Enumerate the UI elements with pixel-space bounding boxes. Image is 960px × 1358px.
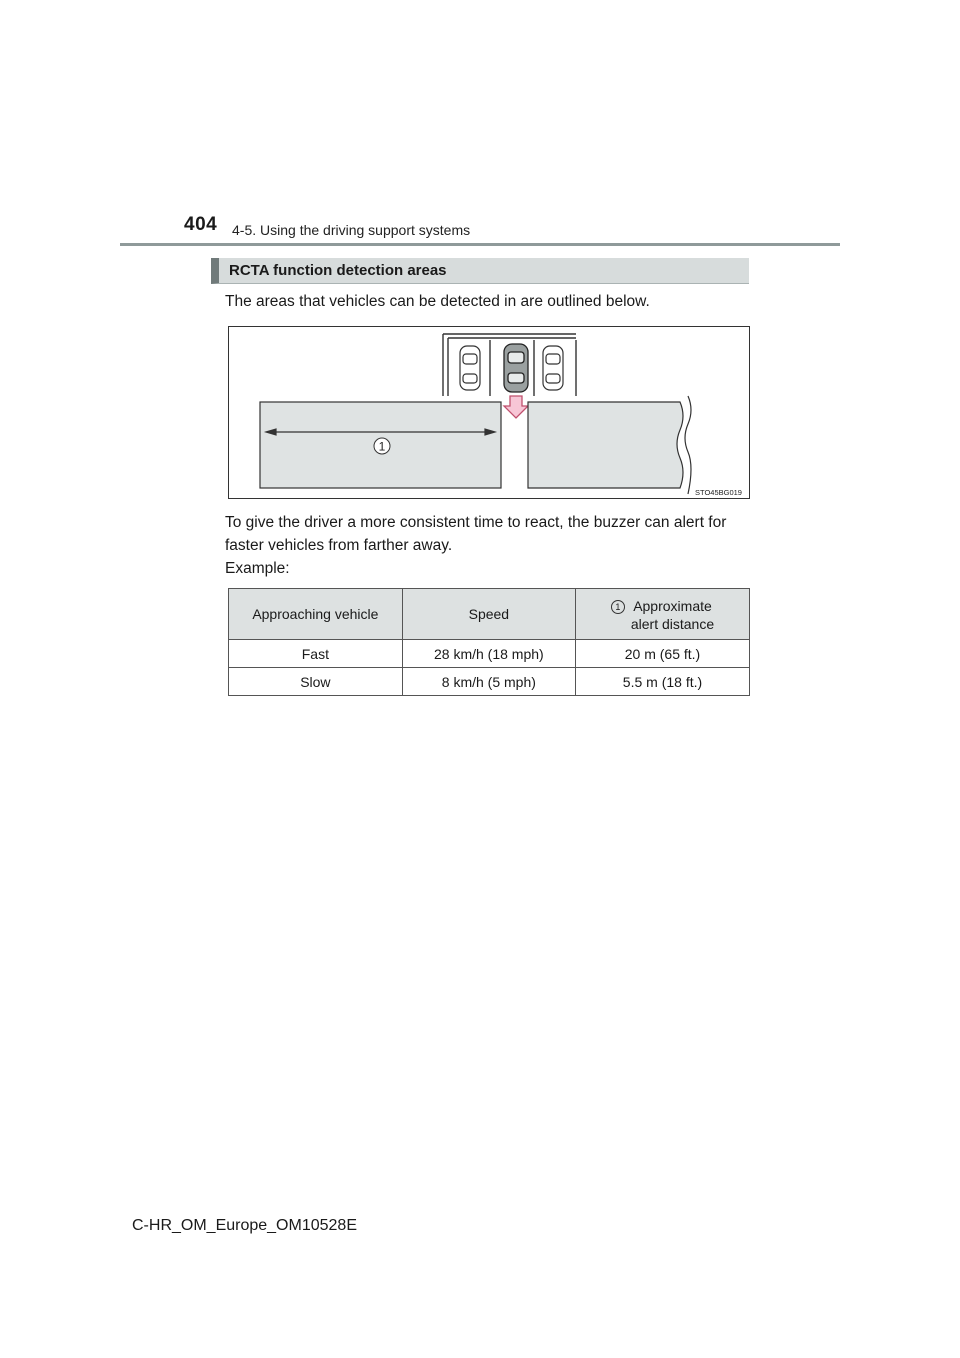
cell-vehicle: Fast [229,640,403,668]
detection-area-right [528,402,683,488]
document-id-footer: C-HR_OM_Europe_OM10528E [132,1217,357,1234]
own-vehicle-icon [504,344,528,392]
header-alert-distance [575,589,749,640]
section-title: 4-5. Using the driving support systems [232,222,471,238]
header-rule [120,243,840,246]
example-label: Example: [225,560,290,577]
cell-vehicle: Slow [229,668,403,696]
parked-car-right-icon [543,346,563,390]
cell-speed: 8 km/h (5 mph) [402,668,575,696]
cell-speed: 28 km/h (18 mph) [402,640,575,668]
header-speed: Speed [402,589,575,640]
cell-distance: 5.5 m (18 ft.) [575,668,749,696]
intro-paragraph: The areas that vehicles can be detected in are outlined below. [225,293,650,310]
cell-distance: 20 m (65 ft.) [575,640,749,668]
callout-badge: 1 [611,600,625,614]
table-row [229,668,750,696]
header-distance-line1: Approximate [633,598,712,614]
figure-code: STO45BG019 [695,488,742,497]
parked-car-left-icon [460,346,480,390]
detection-area-figure [228,326,750,499]
body-paragraph: To give the driver a more consistent time to react, the buzzer can alert for faster vehicles from farther away. [225,514,727,554]
subheading-bar [211,258,749,284]
page-number: 404 [184,214,218,235]
table-header-row [229,589,750,640]
detection-area-diagram [228,326,750,499]
header-approaching-vehicle: Approaching vehicle [229,589,403,640]
subheading-text: RCTA function detection areas [229,262,447,279]
alert-distance-table [228,588,750,696]
table-row [229,640,750,668]
callout-number: 1 [378,439,386,454]
header-distance-line2: alert distance [630,616,715,632]
